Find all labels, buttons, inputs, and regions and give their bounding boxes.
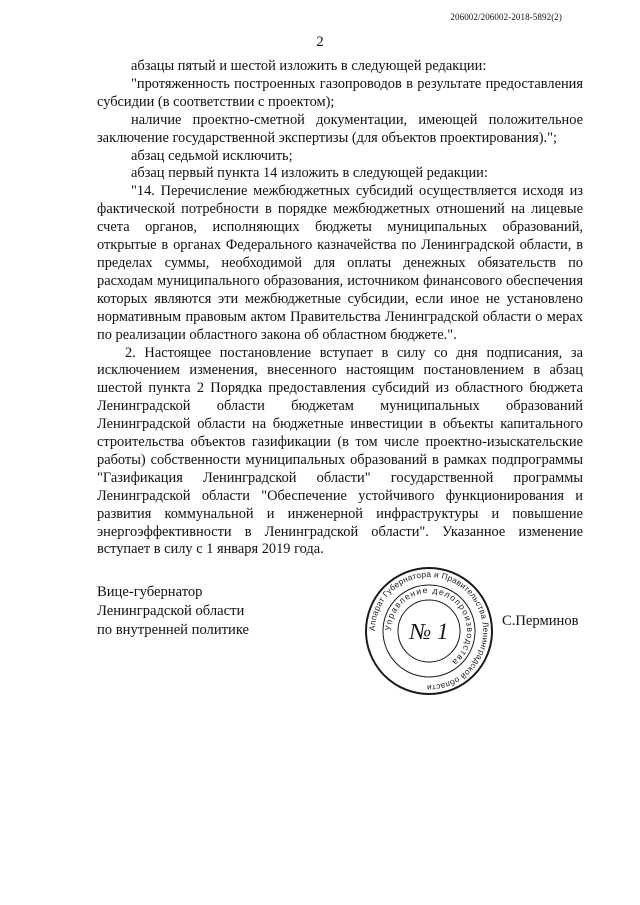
signer-title-line: Ленинградской области	[97, 603, 245, 619]
paragraph: "14. Перечисление межбюджетных субсидий осуществляется исходя из фактической потребности в порядке межбюджетных отношений на лицевые счета органов, исполняющих бюджеты муниципальных образований, открытые в органах Федерального казначейства по Ленинградской области, в пределах суммы, необходимой для оплаты денежных обязательств по расходам муниципального образования, источником финансового обеспечения которых являются эти межбюджетные субсидии, если иное не установлено нормативным правовым актом Правительства Ленинградской области о мерах по реализации областного закона об областном бюджете.".	[97, 183, 583, 343]
paragraph: 2. Настоящее постановление вступает в силу со дня подписания, за исключением изменения, внесенного настоящим постановлением в абзац шестой пункта 2 Порядка предоставления субсидий из областного бюджета Ленинградской области бюджетам муниципальных образований Ленинградской области на бюджетные инвестиции в объекты капитального строительства объектов газификации (в том числе проектно-изыскательские работы) собственности муниципальных образований в рамках подпрограммы "Газификация Ленинградской области" государственной программы Ленинградской области "Обеспечение устойчивого функционирования и развития коммунальной и инженерной инфраструктуры и повышение энергоэффективности в Ленинградской области". Указанное изменение вступает в силу с 1 января 2019 года.	[97, 344, 583, 558]
paragraph: абзац седьмой исключить;	[131, 147, 293, 164]
paragraph: абзац первый пункта 14 изложить в следующей редакции:	[131, 165, 488, 182]
signer-name: С.Перминов	[502, 613, 579, 629]
document-body	[97, 58, 583, 559]
signer-title-line: Вице-губернатор	[97, 584, 203, 600]
stamp-inner-text: Управление делопроизводства	[382, 584, 476, 669]
paragraph: наличие проектно-сметной документации, имеющей положительное заключение государственной экспертизы (для объектов проектирования).";	[97, 111, 583, 146]
signer-title-line: по внутренней политике	[97, 622, 250, 638]
paragraph: "протяженность построенных газопроводов в результате предоставления субсидии (в соответствии с проектом);	[97, 75, 583, 110]
stamp-number: № 1	[409, 619, 449, 644]
stamp-outer-text: Аппарат Губернатора и Правительства Ленинградской области	[366, 568, 492, 694]
page-number: 2	[316, 34, 324, 50]
document-id: 206002/206002-2018-5892(2)	[450, 12, 562, 22]
signer-title	[97, 583, 249, 640]
paragraph: абзацы пятый и шестой изложить в следующей редакции:	[131, 58, 487, 74]
official-stamp	[363, 565, 495, 697]
